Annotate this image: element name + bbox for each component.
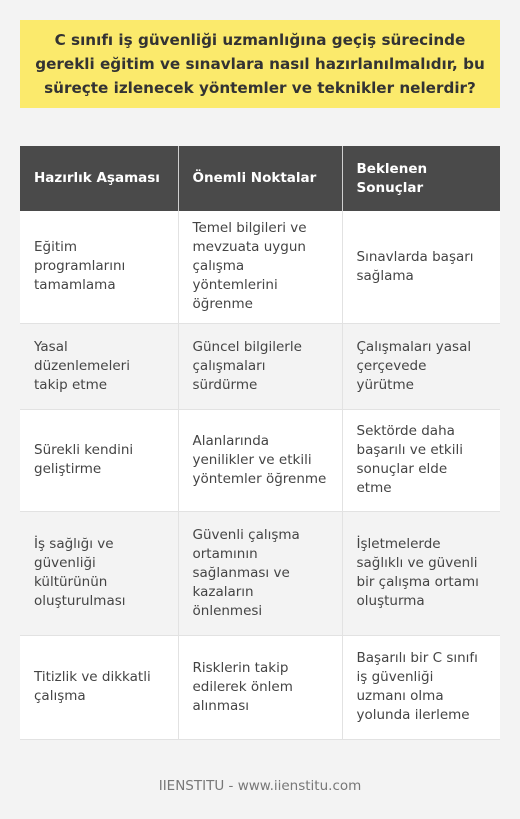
table-cell: Eğitim programlarını tamamlama [20,211,178,323]
page-title: C sınıfı iş güvenliği uzmanlığına geçiş sürecinde gerekli eğitim ve sınavlara nasıl hazırlanılmalıdır, bu süreçte izlenecek yöntemler ve teknikler nelerdir? [35,31,485,97]
table-cell: Başarılı bir C sınıfı iş güvenliği uzmanı olma yolunda ilerleme [342,635,500,739]
header-key-points: Önemli Noktalar [178,146,342,211]
table-cell: İşletmelerde sağlıklı ve güvenli bir çalışma ortamı oluşturma [342,511,500,635]
header-expected-results: Beklenen Sonuçlar [342,146,500,211]
table-cell: Yasal düzenlemeleri takip etme [20,323,178,409]
title-banner [20,20,500,108]
header-preparation-stage: Hazırlık Aşaması [20,146,178,211]
table-header-row [20,146,500,211]
table-cell: Alanlarında yenilikler ve etkili yöntemler öğrenme [178,409,342,511]
table-cell: Titizlik ve dikkatli çalışma [20,635,178,739]
table-cell: Çalışmaları yasal çerçevede yürütme [342,323,500,409]
table-cell: İş sağlığı ve güvenliği kültürünün oluşturulması [20,511,178,635]
table-cell: Risklerin takip edilerek önlem alınması [178,635,342,739]
table-row [20,323,500,409]
table-cell: Sürekli kendini geliştirme [20,409,178,511]
footer-credit: IIENSTITU - www.iienstitu.com [158,778,362,794]
table-cell: Sınavlarda başarı sağlama [342,211,500,323]
table-cell: Sektörde daha başarılı ve etkili sonuçlar elde etme [342,409,500,511]
table-row [20,211,500,323]
table-row [20,409,500,511]
table-row [20,635,500,739]
table-cell: Temel bilgileri ve mevzuata uygun çalışma yöntemlerini öğrenme [178,211,342,323]
table-cell: Güvenli çalışma ortamının sağlanması ve kazaların önlenmesi [178,511,342,635]
table-cell: Güncel bilgilerle çalışmaları sürdürme [178,323,342,409]
table-row [20,511,500,635]
preparation-table [20,146,500,740]
